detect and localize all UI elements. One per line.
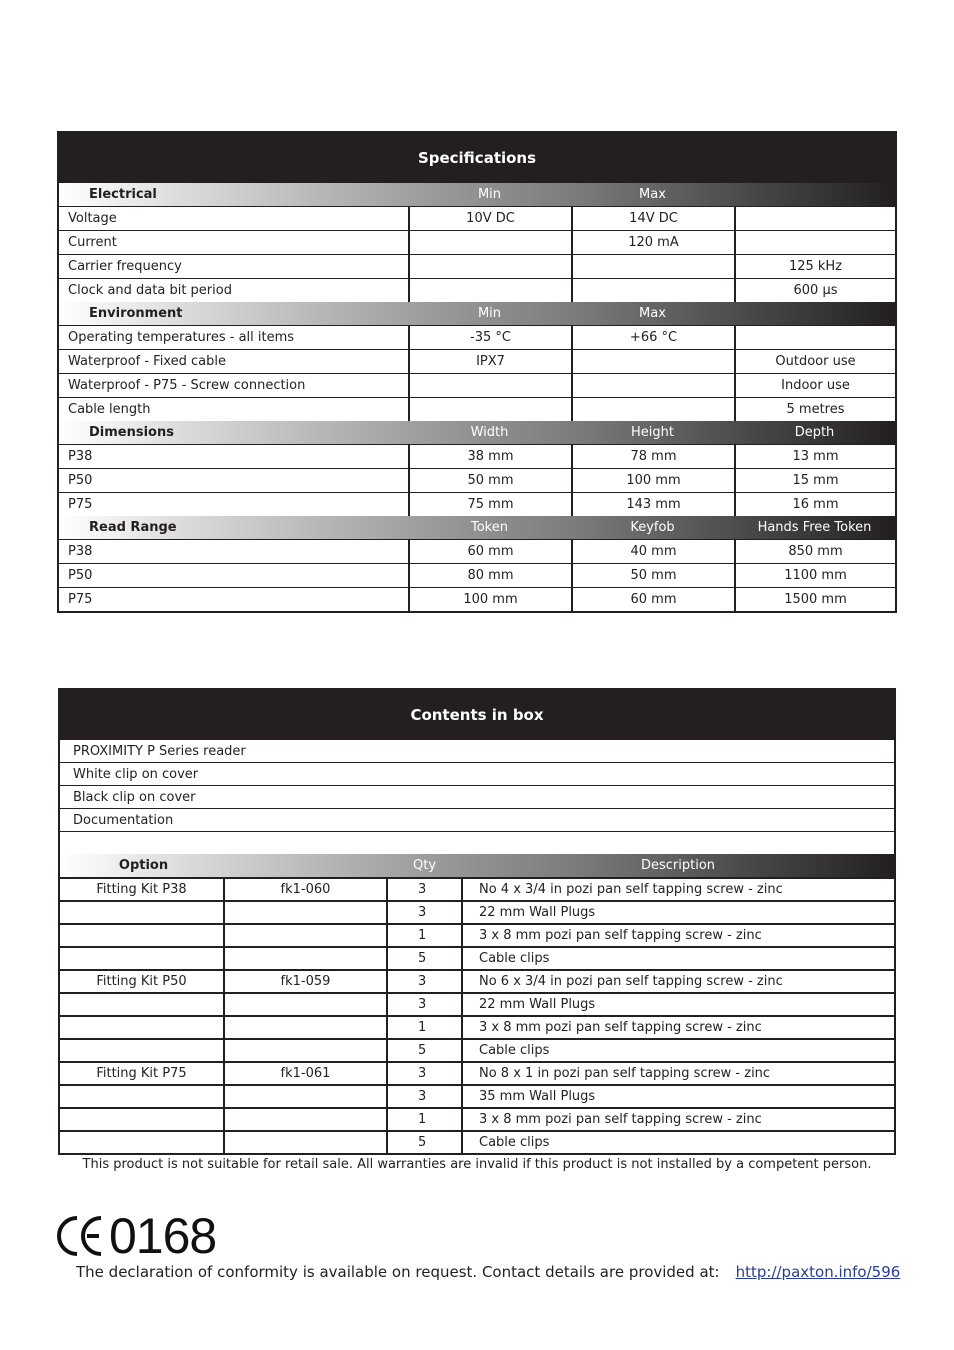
kit-row [60, 1130, 894, 1153]
spec-cell: 120 mA [571, 231, 734, 254]
kit-row [60, 923, 894, 946]
contents-item: White clip on cover [60, 762, 894, 785]
spec-cell: 75 mm [408, 493, 571, 516]
kit-option [60, 902, 223, 923]
spec-row-label: Cable length [68, 402, 151, 417]
kit-row [60, 969, 894, 992]
spec-row-label: P50 [68, 473, 93, 488]
kit-description: 3 x 8 mm pozi pan self tapping screw - zinc [461, 925, 894, 946]
kit-option: Fitting Kit P75 [96, 1066, 187, 1081]
spec-cell: 60 mm [571, 588, 734, 611]
spec-cell: 80 mm [408, 564, 571, 587]
spec-row-label: Operating temperatures - all items [68, 330, 295, 345]
kit-description: Cable clips [461, 948, 894, 969]
kit-option [60, 1109, 223, 1130]
spec-cell [408, 279, 571, 302]
spec-cell: Indoor use [734, 374, 895, 397]
kit-qty: 1 [386, 1109, 461, 1130]
kit-code [223, 948, 386, 969]
kit-qty: 3 [386, 1086, 461, 1107]
kit-qty: 1 [386, 1017, 461, 1038]
contents-item: Documentation [60, 808, 894, 831]
kit-code: fk1-059 [223, 971, 386, 992]
kit-qty: 3 [386, 994, 461, 1015]
spec-cell: 13 mm [734, 445, 895, 468]
spec-column-header: Keyfob [630, 520, 675, 535]
kit-row [60, 1061, 894, 1084]
kit-option [60, 1017, 223, 1038]
spec-column-header: Max [639, 306, 666, 321]
spec-cell: 14V DC [571, 207, 734, 230]
spec-column-header: Width [470, 425, 509, 440]
option-header-label: Option [118, 858, 169, 873]
spec-row-label: Clock and data bit period [68, 283, 232, 298]
kit-row [60, 1084, 894, 1107]
spec-row-label: P75 [68, 497, 93, 512]
spec-row-label: P50 [68, 568, 93, 583]
spec-row [59, 278, 895, 302]
kit-qty: 3 [386, 902, 461, 923]
spec-cell [571, 374, 734, 397]
kit-description: 35 mm Wall Plugs [461, 1086, 894, 1107]
declaration-text: The declaration of conformity is available on request. Contact details are provided at: [76, 1263, 720, 1281]
spec-cell [408, 255, 571, 278]
spec-row-label: Voltage [68, 211, 117, 226]
spec-section-label: Read Range [89, 520, 177, 535]
spec-cell: 1500 mm [734, 588, 895, 611]
kit-qty: 5 [386, 1132, 461, 1153]
kit-code [223, 1040, 386, 1061]
kit-qty: 1 [386, 925, 461, 946]
spec-cell: Outdoor use [734, 350, 895, 373]
spec-cell [408, 374, 571, 397]
spec-section-label: Environment [89, 306, 183, 321]
option-header [60, 854, 894, 877]
spec-row [59, 373, 895, 397]
spec-row-label: P75 [68, 592, 93, 607]
kit-row [60, 900, 894, 923]
spec-column-header [734, 302, 895, 325]
spec-column-header: Hands Free Token [757, 520, 872, 535]
disclaimer: This product is not suitable for retail sale. All warranties are invalid if this product is not installed by a competent person. [82, 1157, 872, 1172]
spec-cell [571, 350, 734, 373]
spec-row [59, 563, 895, 587]
declaration [76, 1263, 900, 1281]
kit-description: 22 mm Wall Plugs [461, 994, 894, 1015]
spec-row-label: Waterproof - P75 - Screw connection [68, 378, 306, 393]
kit-row [60, 1107, 894, 1130]
spec-row [59, 397, 895, 421]
kit-option [60, 994, 223, 1015]
spec-row [59, 206, 895, 230]
kit-code [223, 1109, 386, 1130]
kit-row [60, 1038, 894, 1061]
contents-item [60, 831, 894, 854]
contents-table [58, 688, 896, 1155]
spec-column-header: Max [639, 187, 666, 202]
kit-description: No 8 x 1 in pozi pan self tapping screw - zinc [461, 1063, 894, 1084]
kit-qty: 5 [386, 1040, 461, 1061]
kit-code [223, 1132, 386, 1153]
kit-code [223, 902, 386, 923]
specifications-table [57, 131, 897, 613]
spec-cell: 100 mm [408, 588, 571, 611]
kit-option [60, 1040, 223, 1061]
spec-cell: 100 mm [571, 469, 734, 492]
kit-code: fk1-061 [223, 1063, 386, 1084]
spec-cell: 16 mm [734, 493, 895, 516]
spec-section-header [59, 302, 895, 325]
spec-column-header [734, 183, 895, 206]
spec-cell [734, 326, 895, 349]
kit-code [223, 994, 386, 1015]
spec-row [59, 254, 895, 278]
kit-row [60, 992, 894, 1015]
kit-qty: 5 [386, 948, 461, 969]
kit-row [60, 1015, 894, 1038]
kit-code [223, 1017, 386, 1038]
spec-row-label: P38 [68, 449, 93, 464]
spec-cell: 10V DC [408, 207, 571, 230]
spec-cell [571, 398, 734, 421]
spec-cell [571, 279, 734, 302]
kit-code: fk1-060 [223, 879, 386, 900]
kit-option [60, 925, 223, 946]
kit-code [223, 925, 386, 946]
spec-cell: 125 kHz [734, 255, 895, 278]
kit-description: 22 mm Wall Plugs [461, 902, 894, 923]
spec-cell: 38 mm [408, 445, 571, 468]
spec-column-header: Height [631, 425, 674, 440]
kit-description: Cable clips [461, 1040, 894, 1061]
spec-column-header: Min [477, 187, 502, 202]
spec-cell: 600 µs [734, 279, 895, 302]
spec-row [59, 587, 895, 611]
spec-cell: 78 mm [571, 445, 734, 468]
kit-description: Cable clips [461, 1132, 894, 1153]
spec-cell: 60 mm [408, 540, 571, 563]
spec-cell: 143 mm [571, 493, 734, 516]
spec-row-label: Waterproof - Fixed cable [68, 354, 226, 369]
spec-cell: 1100 mm [734, 564, 895, 587]
spec-row-label: P38 [68, 544, 93, 559]
specifications-title: Specifications [59, 133, 895, 183]
kit-option: Fitting Kit P50 [96, 974, 187, 989]
spec-section-label: Electrical [89, 187, 157, 202]
spec-cell: 40 mm [571, 540, 734, 563]
spec-cell: 50 mm [571, 564, 734, 587]
contents-title: Contents in box [60, 690, 894, 740]
spec-section-label: Dimensions [89, 425, 174, 440]
ce-mark [57, 1208, 216, 1264]
kit-row [60, 877, 894, 900]
spec-column-header: Token [471, 520, 508, 535]
kit-description: No 4 x 3/4 in pozi pan self tapping screw - zinc [461, 879, 894, 900]
spec-row [59, 468, 895, 492]
spec-cell [734, 231, 895, 254]
kit-qty: 3 [386, 1063, 461, 1084]
spec-cell: -35 °C [408, 326, 571, 349]
kit-option [60, 1132, 223, 1153]
spec-row [59, 444, 895, 468]
spec-section-header [59, 183, 895, 206]
ce-number: 0168 [109, 1208, 217, 1264]
spec-row [59, 230, 895, 254]
kit-option [60, 948, 223, 969]
spec-column-header: Min [477, 306, 502, 321]
contents-item: PROXIMITY P Series reader [73, 743, 246, 759]
spec-cell: 15 mm [734, 469, 895, 492]
kit-code [223, 1086, 386, 1107]
spec-row [59, 539, 895, 563]
spec-cell [571, 255, 734, 278]
spec-cell: 50 mm [408, 469, 571, 492]
spec-column-header: Depth [794, 425, 835, 440]
kit-option: Fitting Kit P38 [96, 882, 187, 897]
kit-description: 3 x 8 mm pozi pan self tapping screw - zinc [461, 1109, 894, 1130]
spec-row-label: Carrier frequency [68, 259, 182, 274]
declaration-link[interactable]: http://paxton.info/596 [735, 1263, 901, 1281]
spec-cell: 5 metres [734, 398, 895, 421]
spec-cell: +66 °C [571, 326, 734, 349]
kit-option [60, 1086, 223, 1107]
spec-section-header [59, 421, 895, 444]
kit-description: No 6 x 3/4 in pozi pan self tapping screw - zinc [461, 971, 894, 992]
spec-row [59, 325, 895, 349]
spec-row-label: Current [68, 235, 117, 250]
spec-row [59, 349, 895, 373]
spec-cell: IPX7 [408, 350, 571, 373]
spec-cell [408, 231, 571, 254]
kit-qty: 3 [386, 971, 461, 992]
kit-description: 3 x 8 mm pozi pan self tapping screw - zinc [461, 1017, 894, 1038]
spec-cell: 850 mm [734, 540, 895, 563]
kit-qty: 3 [386, 879, 461, 900]
option-header-qty: Qty [412, 858, 437, 873]
contents-item: Black clip on cover [60, 785, 894, 808]
kit-row [60, 946, 894, 969]
option-header-description: Description [640, 858, 716, 873]
spec-section-header [59, 516, 895, 539]
spec-cell [408, 398, 571, 421]
spec-row [59, 492, 895, 516]
spec-cell [734, 207, 895, 230]
ce-logo-icon [57, 1214, 105, 1258]
